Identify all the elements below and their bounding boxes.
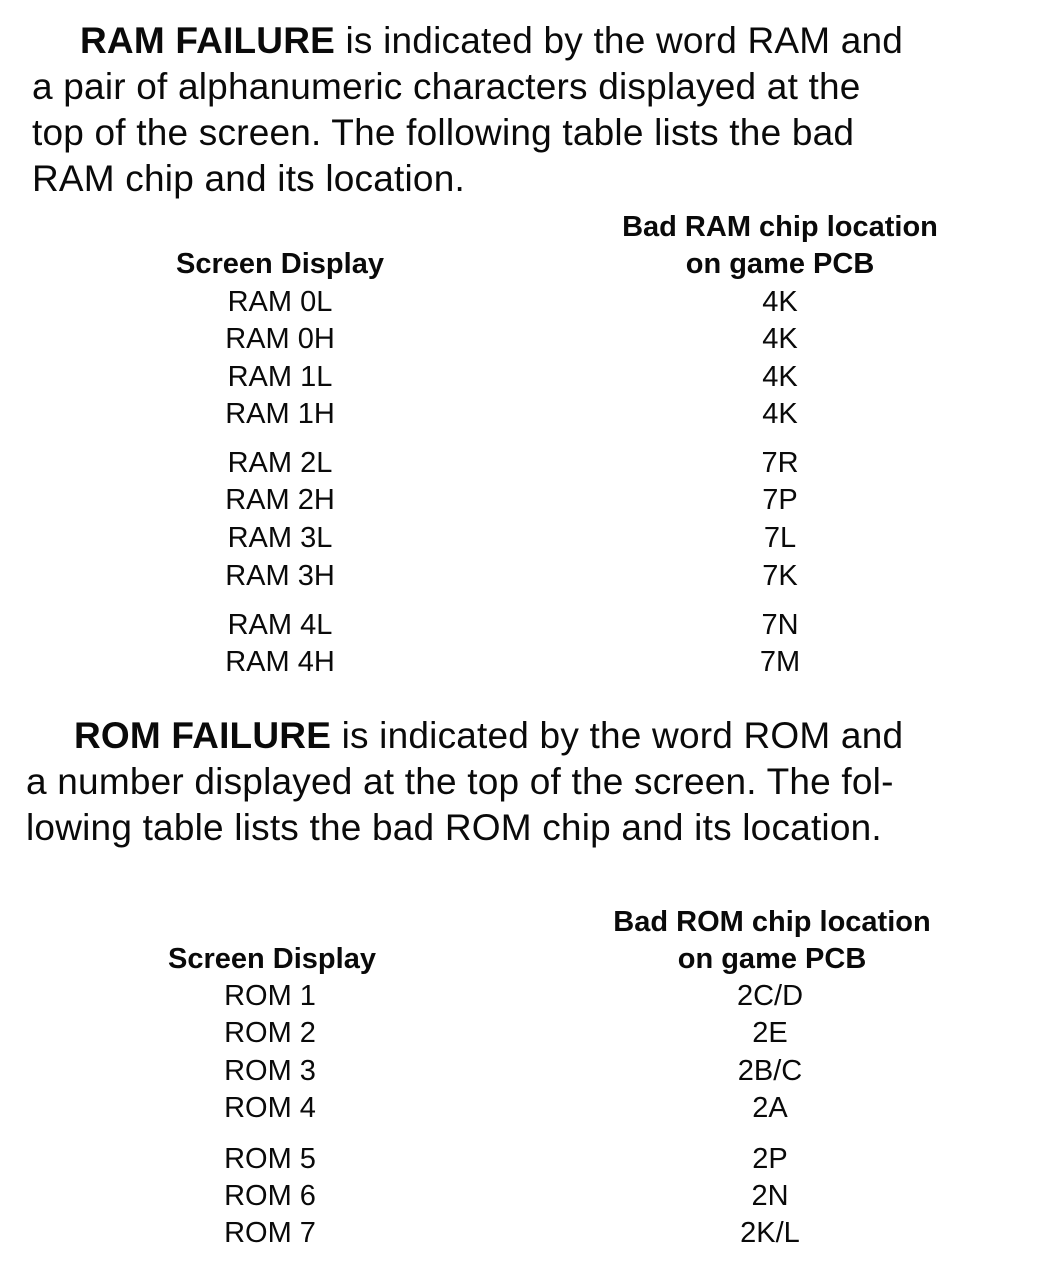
table-row (0, 1014, 1058, 1052)
table-row (0, 606, 1058, 644)
table-row (0, 358, 1058, 396)
table-row (0, 444, 1058, 482)
ram-location-cell: 7L (763, 522, 797, 554)
rom-location-cell: 2K/L (740, 1217, 800, 1249)
ram-table-header-location-line2: on game PCB (685, 248, 875, 280)
ram-display-cell: RAM 0L (227, 286, 333, 318)
rom-display-cell: ROM 3 (224, 1055, 316, 1087)
ram-display-cell: RAM 4L (227, 609, 333, 641)
rom-paragraph-text-1: is indicated by the word ROM and (331, 715, 904, 756)
ram-location-cell: 4K (762, 323, 798, 355)
rom-location-cell: 2A (752, 1092, 788, 1124)
ram-paragraph-text-1: is indicated by the word RAM and (335, 20, 904, 61)
rom-display-cell: ROM 4 (224, 1092, 316, 1124)
table-row (0, 1140, 1058, 1178)
rom-table-header-location-line1: Bad ROM chip location (613, 906, 931, 938)
ram-display-cell: RAM 3H (225, 560, 335, 592)
ram-display-cell: RAM 1L (227, 361, 333, 393)
table-row (0, 519, 1058, 557)
ram-display-cell: RAM 1H (225, 398, 335, 430)
ram-failure-heading: RAM FAILURE (80, 20, 336, 61)
rom-failure-heading: ROM FAILURE (74, 715, 332, 756)
table-row (0, 557, 1058, 595)
ram-location-cell: 7R (761, 447, 799, 479)
rom-paragraph-line-3: lowing table lists the bad ROM chip and its location. (26, 807, 882, 848)
ram-location-cell: 7N (761, 609, 799, 641)
ram-location-cell: 7K (762, 560, 798, 592)
ram-display-cell: RAM 2L (227, 447, 333, 479)
table-row (0, 1177, 1058, 1215)
rom-location-cell: 2C/D (736, 980, 804, 1012)
ram-location-cell: 7P (762, 484, 798, 516)
table-row (0, 643, 1058, 681)
ram-paragraph-line-4: RAM chip and its location. (32, 158, 465, 199)
ram-paragraph-line-3: top of the screen. The following table lists the bad (32, 112, 855, 153)
rom-display-cell: ROM 1 (224, 980, 316, 1012)
ram-location-cell: 4K (762, 286, 798, 318)
rom-location-cell: 2P (752, 1143, 788, 1175)
rom-display-cell: ROM 7 (224, 1217, 316, 1249)
ram-location-cell: 4K (762, 398, 798, 430)
ram-table-header-location-line1: Bad RAM chip location (622, 211, 938, 243)
table-row (0, 320, 1058, 358)
rom-table-header-display: Screen Display (168, 943, 376, 975)
ram-display-cell: RAM 2H (225, 484, 335, 516)
table-row (0, 977, 1058, 1015)
table-row (0, 395, 1058, 433)
rom-location-cell: 2B/C (737, 1055, 803, 1087)
table-row (0, 1089, 1058, 1127)
ram-display-cell: RAM 4H (225, 646, 335, 678)
ram-display-cell: RAM 3L (227, 522, 333, 554)
ram-paragraph-line-1 (32, 18, 903, 64)
rom-table-header-location-line2: on game PCB (677, 943, 867, 975)
rom-display-cell: ROM 2 (224, 1017, 316, 1049)
rom-display-cell: ROM 6 (224, 1180, 316, 1212)
ram-display-cell: RAM 0H (225, 323, 335, 355)
ram-location-cell: 7M (759, 646, 801, 678)
rom-paragraph-line-2: a number displayed at the top of the screen. The fol- (26, 761, 894, 802)
ram-failure-paragraph (32, 18, 903, 202)
rom-location-cell: 2N (751, 1180, 789, 1212)
ram-table-header-display: Screen Display (176, 248, 384, 280)
rom-location-cell: 2E (752, 1017, 788, 1049)
ram-paragraph-line-2: a pair of alphanumeric characters displayed at the (32, 66, 861, 107)
table-row (0, 1052, 1058, 1090)
table-row (0, 481, 1058, 519)
table-row (0, 283, 1058, 321)
table-row (0, 1214, 1058, 1252)
rom-paragraph-line-1 (26, 713, 903, 759)
ram-location-cell: 4K (762, 361, 798, 393)
rom-failure-paragraph (26, 713, 903, 851)
rom-display-cell: ROM 5 (224, 1143, 316, 1175)
